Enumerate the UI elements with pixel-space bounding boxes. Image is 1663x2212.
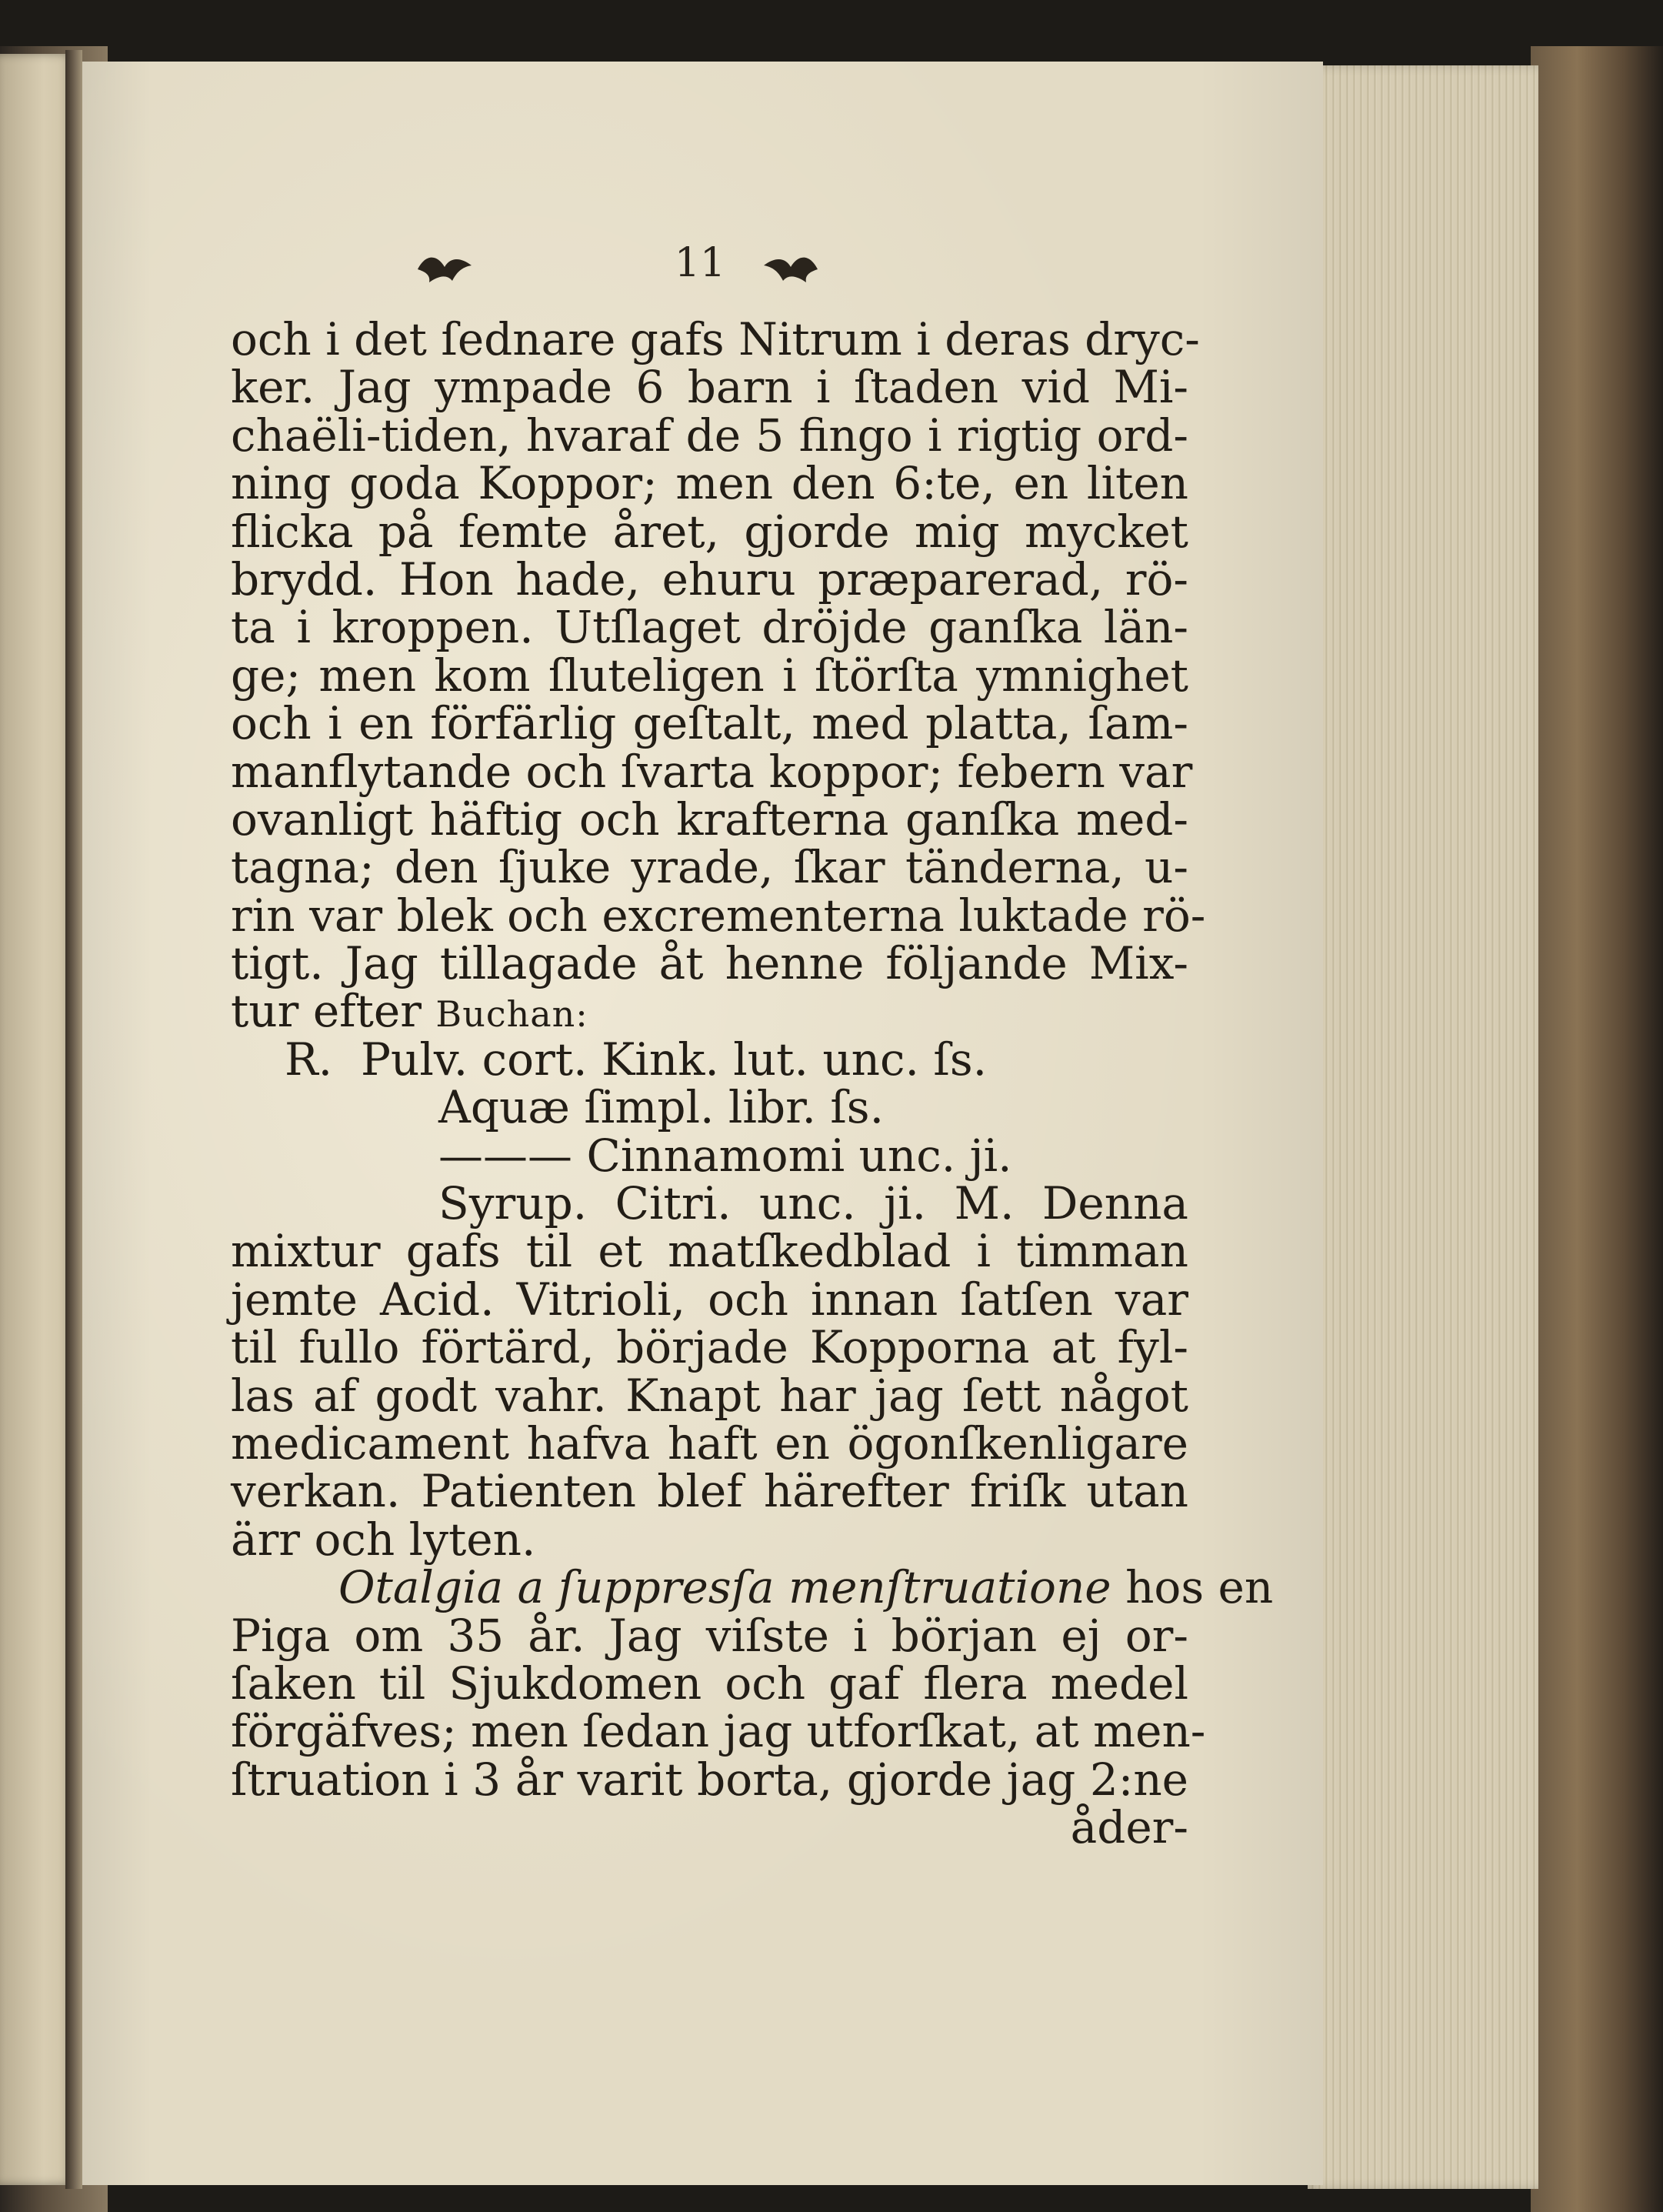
recipe-dash: ——— — [438, 1129, 572, 1182]
recipe-line: Syrup. Citri. unc. ji. M. Denna — [438, 1177, 1188, 1230]
recipe-marker: R. — [285, 1033, 333, 1086]
text-line: ta i kroppen. Utſlaget dröjde ganſka län- — [231, 601, 1188, 654]
text-line: verkan. Patienten blef härefter friſk utan — [231, 1465, 1188, 1518]
text-line: brydd. Hon hade, ehuru præparerad, rö- — [231, 552, 1188, 606]
left-page-edge — [0, 54, 73, 2185]
text-line: och i det ſednare gafs Nitrum i deras dryc- — [231, 313, 1200, 365]
text-line: mixtur gafs til et matſkedblad i timman — [231, 1225, 1188, 1278]
right-ornament-icon — [760, 250, 822, 289]
gutter — [65, 50, 82, 2189]
recipe-line: Aquæ ſimpl. libr. ſs. — [438, 1081, 885, 1134]
case-heading-line — [231, 1561, 1274, 1614]
page-number: 11 — [674, 240, 726, 286]
text-line: ge; men kom ſluteligen i ſtörſta ymnighet — [231, 649, 1188, 702]
text-line: las af godt vahr. Knapt har jag ſett något — [231, 1369, 1188, 1422]
text-line: tagna; den ſjuke yrade, ſkar tänderna, u- — [231, 841, 1188, 894]
text-line: och i en förfärlig geſtalt, med platta, ſam- — [231, 697, 1188, 750]
case-title: Otalgia a ſuppresſa menſtruatione — [338, 1561, 1111, 1614]
page-stack-edges — [1308, 65, 1538, 2189]
right-cover — [1531, 46, 1663, 2212]
text-line: ning goda Koppor; men den 6:te, en liten — [231, 457, 1188, 510]
text-line: manflytande och ſvarta koppor; febern var — [231, 745, 1193, 798]
author-name: Buchan: — [435, 993, 588, 1036]
text-line: medicament hafva haft en ögonſkenligare — [231, 1416, 1188, 1470]
text-line: chaëli-tiden, hvaraf de 5 fingo i rigtig ord- — [231, 409, 1188, 462]
text-fragment: tur efter — [231, 985, 422, 1038]
text-line: ker. Jag ympade 6 barn i ſtaden vid Mi- — [231, 361, 1188, 414]
text-line: förgäfves; men ſedan jag utforſkat, at men- — [231, 1705, 1206, 1758]
text-line: jemte Acid. Vitrioli, och innan ſatſen var — [231, 1273, 1188, 1326]
text-line: ärr och lyten. — [231, 1513, 536, 1566]
book-page — [77, 62, 1323, 2185]
text-line: flicka på femte året, gjorde mig mycket — [231, 505, 1188, 558]
text-line: til fullo förtärd, började Kopporna at fyl- — [231, 1321, 1188, 1374]
text-line: ovanligt häftig och krafterna ganſka med- — [231, 792, 1188, 846]
recipe-ingredient: Cinnamomi unc. ji. — [586, 1129, 1012, 1182]
text-line: ſaken til Sjukdomen och gaf flera medel — [231, 1656, 1188, 1710]
text-line-author — [231, 985, 1188, 1038]
text-fragment: hos en — [1125, 1561, 1274, 1614]
text-line: rin var blek och excrementerna luktade rö- — [231, 889, 1206, 942]
catchword: åder- — [1070, 1801, 1188, 1854]
text-line: tigt. Jag tillagade åt henne följande Mix- — [231, 937, 1188, 990]
text-line: Piga om 35 år. Jag viſste i början ej or- — [231, 1609, 1188, 1662]
body-text — [231, 313, 1274, 1854]
recipe-line — [231, 1129, 1188, 1182]
text-line: ſtruation i 3 år varit borta, gjorde jag 2:ne — [231, 1753, 1188, 1806]
recipe-ingredient: Pulv. cort. Kink. lut. unc. ſs. — [360, 1033, 988, 1086]
recipe-line — [231, 1033, 1188, 1086]
